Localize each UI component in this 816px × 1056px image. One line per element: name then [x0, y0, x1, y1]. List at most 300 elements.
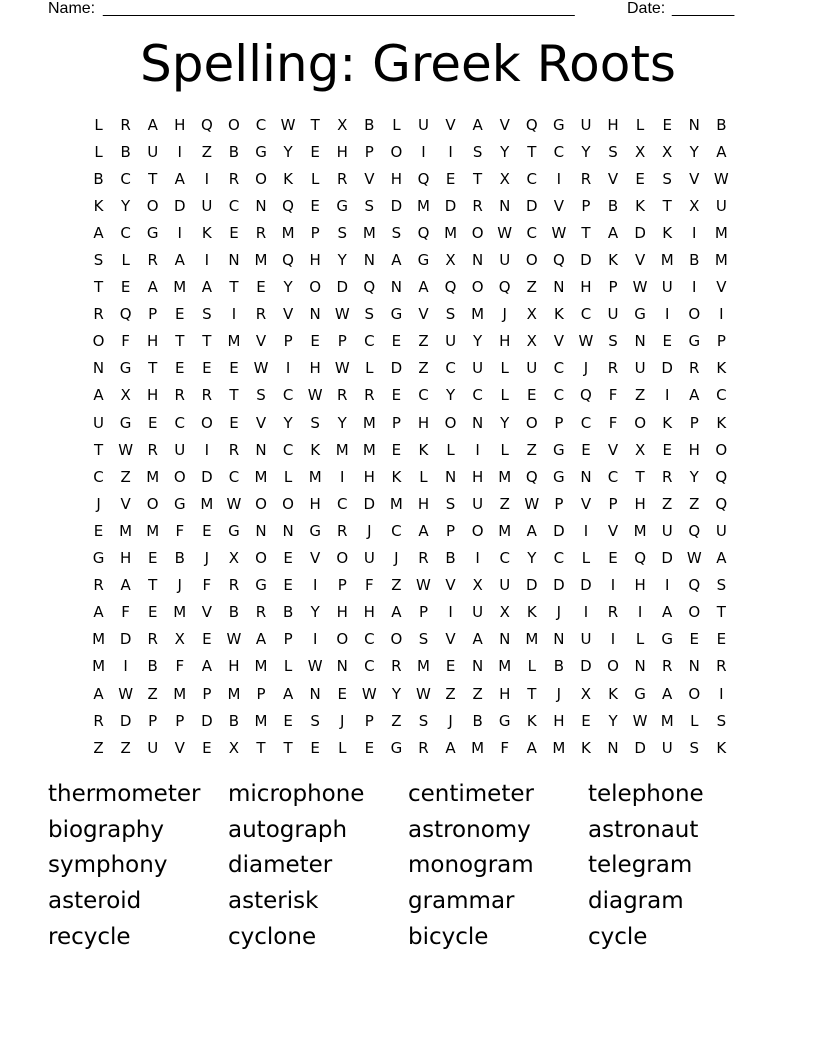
- grid-letter: C: [418, 386, 429, 405]
- grid-letter: H: [119, 549, 132, 568]
- grid-letter: L: [338, 738, 347, 757]
- grid-letter: N: [390, 278, 403, 297]
- word-bank-item: recycle: [48, 923, 131, 950]
- grid-letter: Q: [525, 115, 538, 134]
- grid-letter: W: [307, 386, 323, 405]
- grid-letter: J: [394, 549, 399, 568]
- grid-letter: I: [664, 386, 670, 405]
- grid-letter: P: [446, 521, 456, 540]
- grid-letter: H: [363, 603, 375, 622]
- grid-letter: T: [581, 223, 591, 242]
- grid-letter: Y: [391, 684, 401, 703]
- grid-letter: E: [310, 196, 320, 215]
- grid-row: [85, 274, 735, 301]
- grid-letter: M: [200, 494, 214, 513]
- word-bank-item: diagram: [588, 888, 684, 915]
- grid-letter: U: [472, 494, 484, 513]
- grid-letter: Y: [337, 251, 347, 270]
- grid-letter: W: [334, 305, 350, 324]
- grid-letter: P: [364, 142, 374, 161]
- grid-letter: M: [471, 305, 485, 324]
- grid-letter: L: [419, 467, 428, 486]
- word-bank-item: cyclone: [228, 923, 317, 950]
- grid-letter: H: [336, 142, 348, 161]
- grid-letter: D: [201, 711, 213, 730]
- grid-letter: C: [255, 115, 267, 134]
- grid-letter: L: [283, 657, 293, 676]
- grid-letter: C: [364, 657, 375, 676]
- grid-letter: C: [282, 386, 294, 405]
- grid-letter: M: [227, 684, 241, 703]
- grid-letter: I: [204, 169, 210, 188]
- grid-letter: T: [256, 738, 266, 757]
- grid-letter: M: [362, 440, 376, 459]
- grid-letter: N: [472, 413, 484, 432]
- grid-letter: A: [418, 278, 429, 297]
- grid-letter: P: [148, 305, 158, 324]
- grid-letter: X: [445, 251, 456, 270]
- grid-letter: D: [661, 549, 673, 568]
- grid-letter: Y: [121, 196, 131, 215]
- grid-letter: B: [228, 142, 240, 161]
- grid-letter: W: [524, 494, 540, 513]
- grid-letter: G: [336, 196, 349, 215]
- grid-letter: I: [204, 251, 210, 270]
- word-bank-item: cycle: [588, 923, 648, 950]
- grid-letter: C: [607, 467, 619, 486]
- word-bank-item: astronaut: [588, 816, 699, 843]
- grid-letter: P: [202, 684, 212, 703]
- grid-letter: Y: [445, 386, 456, 405]
- grid-letter: Q: [363, 278, 376, 297]
- grid-letter: K: [662, 413, 673, 432]
- grid-letter: G: [661, 630, 673, 649]
- grid-letter: E: [175, 305, 185, 324]
- grid-letter: V: [310, 549, 321, 568]
- grid-letter: C: [364, 332, 375, 351]
- word-bank: [48, 777, 768, 955]
- grid-letter: C: [553, 386, 565, 405]
- grid-letter: O: [173, 467, 186, 486]
- grid-letter: N: [309, 305, 321, 324]
- grid-letter: D: [390, 196, 403, 215]
- grid-letter: T: [175, 332, 185, 351]
- grid-letter: P: [148, 711, 158, 730]
- grid-letter: G: [173, 494, 186, 513]
- grid-letter: N: [255, 440, 267, 459]
- grid-letter: S: [608, 332, 618, 351]
- grid-letter: R: [607, 359, 619, 378]
- grid-letter: U: [499, 251, 511, 270]
- grid-letter: D: [173, 196, 186, 215]
- grid-letter: L: [581, 549, 591, 568]
- grid-letter: J: [448, 711, 453, 730]
- grid-letter: A: [120, 576, 131, 595]
- grid-letter: V: [120, 494, 131, 513]
- grid-letter: T: [148, 359, 158, 378]
- grid-letter: K: [635, 196, 646, 215]
- grid-letter: R: [93, 711, 104, 730]
- grid-letter: C: [364, 630, 375, 649]
- grid-letter: B: [553, 657, 565, 676]
- grid-letter: O: [688, 684, 701, 703]
- grid-letter: K: [93, 196, 104, 215]
- grid-letter: A: [418, 521, 429, 540]
- grid-letter: M: [92, 657, 106, 676]
- grid-letter: N: [688, 115, 700, 134]
- grid-letter: Q: [580, 386, 592, 405]
- grid-letter: Y: [527, 549, 537, 568]
- grid-letter: S: [418, 711, 429, 730]
- grid-letter: O: [255, 494, 267, 513]
- grid-letter: R: [147, 630, 158, 649]
- grid-letter: O: [336, 549, 349, 568]
- word-bank-item: astronomy: [408, 816, 531, 843]
- grid-letter: K: [201, 223, 212, 242]
- grid-letter: U: [93, 413, 105, 432]
- grid-letter: R: [228, 169, 240, 188]
- grid-letter: H: [634, 494, 646, 513]
- grid-letter: K: [608, 684, 618, 703]
- grid-letter: R: [607, 603, 619, 622]
- grid-letter: Y: [473, 332, 483, 351]
- grid-letter: M: [714, 223, 728, 242]
- grid-letter: U: [661, 738, 673, 757]
- grid-letter: I: [583, 521, 589, 540]
- grid-letter: G: [228, 521, 240, 540]
- grid-letter: M: [362, 413, 376, 432]
- grid-letter: S: [716, 576, 727, 595]
- grid-letter: A: [391, 251, 402, 270]
- grid-letter: E: [662, 332, 672, 351]
- grid-letter: E: [608, 549, 618, 568]
- grid-letter: R: [418, 738, 429, 757]
- grid-letter: J: [502, 305, 507, 324]
- grid-letter: Z: [418, 332, 429, 351]
- grid-letter: Q: [417, 223, 430, 242]
- grid-letter: N: [634, 332, 646, 351]
- grid-letter: C: [120, 223, 131, 242]
- grid-letter: H: [147, 332, 159, 351]
- grid-letter: E: [391, 440, 402, 459]
- grid-letter: K: [716, 738, 727, 757]
- grid-letter: Y: [500, 413, 510, 432]
- grid-letter: P: [256, 684, 266, 703]
- grid-letter: E: [662, 440, 672, 459]
- grid-letter: P: [418, 603, 428, 622]
- grid-letter: H: [147, 386, 159, 405]
- grid-letter: Q: [715, 494, 728, 513]
- grid-letter: C: [526, 223, 538, 242]
- grid-letter: R: [661, 657, 673, 676]
- grid-letter: F: [608, 413, 618, 432]
- grid-letter: F: [121, 603, 130, 622]
- grid-letter: O: [92, 332, 105, 351]
- grid-letter: V: [689, 169, 700, 188]
- grid-letter: L: [392, 115, 401, 134]
- grid-letter: S: [202, 305, 212, 324]
- grid-letter: Q: [200, 115, 213, 134]
- grid-letter: V: [174, 738, 185, 757]
- word-bank-item: monogram: [408, 852, 534, 879]
- grid-row: [85, 382, 735, 409]
- grid-letter: S: [716, 711, 727, 730]
- grid-letter: Q: [525, 467, 538, 486]
- grid-letter: Z: [147, 684, 158, 703]
- grid-letter: C: [553, 549, 565, 568]
- grid-letter: Z: [418, 359, 429, 378]
- grid-letter: T: [310, 115, 320, 134]
- grid-letter: P: [364, 711, 374, 730]
- grid-letter: O: [228, 115, 240, 134]
- grid-row: [85, 545, 735, 572]
- grid-letter: M: [633, 521, 647, 540]
- grid-letter: W: [226, 494, 242, 513]
- grid-letter: C: [580, 413, 592, 432]
- grid-letter: E: [175, 359, 185, 378]
- grid-letter: Q: [417, 169, 430, 188]
- word-bank-item: asteroid: [48, 888, 142, 915]
- grid-letter: M: [119, 521, 133, 540]
- grid-letter: M: [254, 467, 268, 486]
- grid-letter: W: [226, 630, 242, 649]
- grid-letter: G: [390, 738, 403, 757]
- grid-letter: C: [337, 494, 348, 513]
- grid-letter: E: [229, 223, 239, 242]
- grid-letter: D: [580, 251, 592, 270]
- grid-row: [85, 355, 735, 382]
- grid-letter: D: [363, 494, 376, 513]
- grid-letter: N: [472, 251, 484, 270]
- grid-letter: I: [123, 657, 128, 676]
- grid-letter: W: [334, 359, 350, 378]
- grid-letter: R: [661, 467, 673, 486]
- grid-letter: O: [634, 413, 646, 432]
- grid-letter: S: [310, 413, 320, 432]
- grid-letter: M: [552, 738, 566, 757]
- grid-letter: U: [580, 630, 592, 649]
- grid-letter: X: [526, 332, 537, 351]
- grid-letter: E: [93, 521, 104, 540]
- grid-letter: V: [607, 440, 619, 459]
- grid-letter: I: [475, 549, 480, 568]
- grid-letter: I: [692, 278, 697, 297]
- grid-letter: R: [255, 223, 267, 242]
- grid-letter: Q: [119, 305, 132, 324]
- grid-letter: P: [175, 711, 185, 730]
- grid-letter: O: [390, 142, 403, 161]
- letter-grid: [85, 111, 735, 761]
- header-line: [48, 0, 748, 22]
- grid-letter: M: [417, 196, 430, 215]
- grid-letter: W: [280, 115, 296, 134]
- grid-letter: U: [580, 115, 592, 134]
- grid-letter: X: [120, 386, 131, 405]
- grid-letter: I: [556, 169, 562, 188]
- grid-letter: A: [526, 521, 537, 540]
- grid-letter: D: [526, 196, 538, 215]
- grid-letter: N: [499, 630, 511, 649]
- word-bank-item: asterisk: [228, 888, 319, 915]
- grid-letter: V: [580, 494, 592, 513]
- grid-letter: A: [472, 630, 483, 649]
- grid-letter: D: [553, 576, 565, 595]
- grid-letter: G: [146, 223, 159, 242]
- grid-letter: U: [715, 521, 727, 540]
- grid-letter: O: [471, 521, 484, 540]
- grid-letter: M: [335, 440, 349, 459]
- grid-letter: J: [340, 711, 345, 730]
- grid-letter: V: [634, 251, 646, 270]
- grid-letter: I: [610, 630, 616, 649]
- grid-letter: E: [310, 332, 320, 351]
- grid-letter: I: [637, 603, 643, 622]
- grid-letter: O: [444, 413, 457, 432]
- date-label: Date:: [627, 0, 666, 17]
- grid-letter: E: [364, 738, 375, 757]
- grid-letter: A: [607, 223, 619, 242]
- grid-letter: G: [390, 305, 403, 324]
- grid-letter: S: [364, 305, 375, 324]
- grid-letter: W: [307, 657, 323, 676]
- grid-letter: P: [337, 332, 347, 351]
- grid-letter: H: [228, 657, 240, 676]
- grid-letter: J: [556, 603, 562, 622]
- grid-letter: H: [363, 467, 375, 486]
- grid-letter: R: [337, 521, 348, 540]
- date-blank-line: _______: [672, 0, 735, 17]
- grid-letter: O: [471, 223, 484, 242]
- grid-row: [85, 463, 735, 490]
- grid-letter: S: [310, 711, 320, 730]
- grid-letter: O: [336, 630, 349, 649]
- word-bank-item: telephone: [588, 781, 704, 807]
- grid-letter: E: [635, 169, 645, 188]
- grid-letter: O: [471, 278, 484, 297]
- grid-letter: L: [283, 467, 293, 486]
- grid-letter: Z: [499, 494, 510, 513]
- grid-letter: T: [202, 332, 212, 351]
- grid-row: [85, 626, 735, 653]
- grid-letter: X: [634, 142, 646, 161]
- grid-letter: H: [553, 711, 565, 730]
- grid-row: [85, 436, 735, 463]
- grid-letter: M: [525, 630, 539, 649]
- grid-letter: C: [526, 169, 538, 188]
- grid-letter: H: [174, 115, 186, 134]
- grid-letter: L: [527, 657, 536, 676]
- grid-letter: I: [583, 603, 589, 622]
- grid-letter: Z: [689, 494, 700, 513]
- grid-letter: I: [312, 630, 318, 649]
- grid-letter: L: [500, 386, 509, 405]
- grid-letter: W: [713, 169, 729, 188]
- grid-letter: V: [607, 521, 619, 540]
- grid-letter: K: [553, 305, 564, 324]
- grid-letter: T: [527, 142, 537, 161]
- grid-row: [85, 409, 735, 436]
- grid-letter: O: [146, 196, 159, 215]
- grid-letter: Z: [391, 576, 402, 595]
- grid-letter: F: [175, 657, 185, 676]
- grid-letter: M: [92, 630, 106, 649]
- grid-letter: O: [525, 413, 538, 432]
- grid-letter: H: [471, 467, 484, 486]
- grid-letter: T: [716, 603, 726, 622]
- grid-letter: F: [365, 576, 374, 595]
- grid-letter: K: [283, 169, 293, 188]
- grid-letter: E: [581, 711, 591, 730]
- grid-letter: U: [147, 738, 159, 757]
- grid-letter: D: [336, 278, 349, 297]
- grid-letter: U: [147, 142, 159, 161]
- grid-letter: X: [580, 684, 592, 703]
- grid-letter: M: [444, 223, 458, 242]
- grid-letter: M: [146, 521, 160, 540]
- grid-letter: D: [201, 467, 213, 486]
- grid-letter: J: [367, 521, 372, 540]
- grid-letter: G: [119, 359, 132, 378]
- grid-letter: O: [390, 630, 403, 649]
- grid-letter: K: [526, 711, 537, 730]
- grid-letter: D: [390, 359, 403, 378]
- grid-letter: G: [498, 711, 511, 730]
- grid-letter: R: [120, 115, 131, 134]
- grid-letter: G: [255, 142, 267, 161]
- grid-letter: B: [472, 711, 483, 730]
- grid-letter: A: [174, 251, 185, 270]
- grid-letter: I: [664, 576, 670, 595]
- grid-letter: E: [202, 359, 212, 378]
- grid-letter: N: [255, 196, 267, 215]
- grid-letter: B: [228, 603, 240, 622]
- grid-letter: M: [362, 223, 376, 242]
- grid-letter: Q: [282, 251, 294, 270]
- grid-letter: U: [499, 576, 511, 595]
- grid-letter: J: [177, 576, 182, 595]
- grid-letter: S: [608, 142, 618, 161]
- grid-letter: P: [337, 576, 347, 595]
- grid-letter: Q: [552, 251, 565, 270]
- grid-letter: U: [417, 115, 429, 134]
- grid-letter: P: [581, 196, 591, 215]
- grid-letter: H: [309, 251, 321, 270]
- word-bank-item: centimeter: [408, 781, 534, 807]
- grid-letter: R: [228, 576, 240, 595]
- grid-letter: Q: [688, 576, 701, 595]
- grid-letter: L: [446, 440, 455, 459]
- grid-letter: I: [719, 305, 724, 324]
- grid-letter: M: [227, 332, 241, 351]
- grid-letter: Z: [634, 386, 646, 405]
- grid-letter: M: [660, 711, 674, 730]
- grid-letter: A: [93, 386, 104, 405]
- grid-letter: N: [688, 657, 700, 676]
- grid-letter: N: [255, 521, 267, 540]
- grid-letter: D: [553, 521, 565, 540]
- grid-letter: M: [173, 603, 187, 622]
- grid-letter: R: [364, 386, 375, 405]
- grid-letter: W: [118, 440, 134, 459]
- grid-letter: K: [716, 359, 727, 378]
- grid-letter: B: [445, 549, 456, 568]
- grid-letter: V: [418, 305, 429, 324]
- grid-letter: C: [553, 142, 565, 161]
- grid-letter: K: [608, 251, 618, 270]
- grid-row: [85, 653, 735, 680]
- grid-letter: C: [93, 467, 104, 486]
- grid-letter: F: [608, 386, 618, 405]
